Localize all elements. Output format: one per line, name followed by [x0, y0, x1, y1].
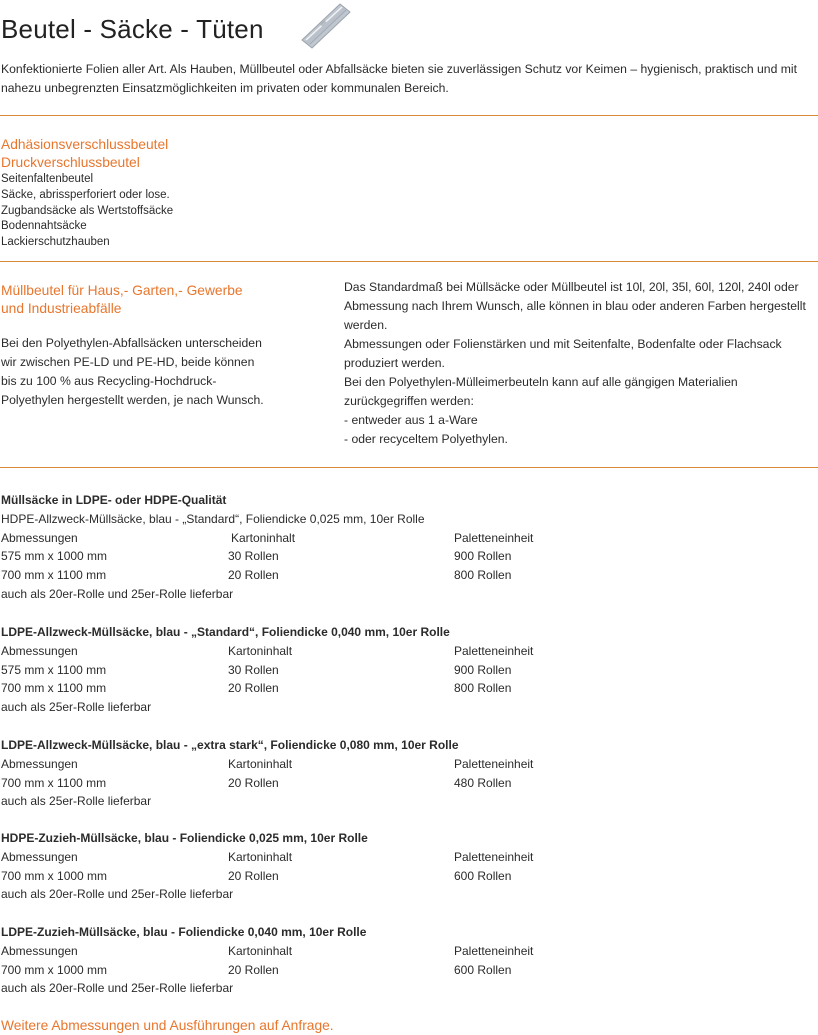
table-header	[1, 942, 811, 961]
paragraph: - oder recyceltem Polyethylen.	[344, 432, 508, 446]
list-item: Lackierschutzhauben	[1, 236, 110, 249]
cell: 600 Rollen	[454, 962, 512, 977]
footer-note: Weitere Abmessungen und Ausführungen auf Anfrage.	[1, 1018, 334, 1033]
column-header: Abmessungen	[1, 849, 78, 864]
cell: 700 mm x 1100 mm	[1, 568, 107, 583]
table-header	[1, 848, 811, 867]
column-header: Paletteneinheit	[454, 530, 534, 545]
product-note: auch als 25er-Rolle lieferbar	[1, 700, 152, 715]
spec-block	[1, 623, 811, 717]
column-header: Kartoninhalt	[228, 756, 293, 771]
column-header: Abmessungen	[1, 943, 78, 958]
list-item: Druckverschlussbeutel	[1, 155, 140, 170]
product-note: auch als 20er-Rolle und 25er-Rolle lieferbar	[1, 887, 234, 902]
column-header: Paletteneinheit	[454, 756, 534, 771]
cell: 800 Rollen	[454, 568, 512, 583]
column-header: Abmessungen	[1, 756, 78, 771]
muellbeutel-right	[344, 278, 809, 449]
column-header: Kartoninhalt	[228, 943, 293, 958]
section-text: Bei den Polyethylen-Abfallsäcken unterscheiden wir zwischen PE-LD und PE-HD, beide können bis zu 100 % aus Recycling-Hochdruck-Polyethylen hergestellt werden, je nach Wunsch.	[1, 336, 264, 407]
product-note: auch als 20er-Rolle und 25er-Rolle lieferbar	[1, 586, 234, 601]
divider	[0, 467, 818, 468]
list-item: Bodennahtsäcke	[1, 220, 87, 233]
product-note: auch als 20er-Rolle und 25er-Rolle lieferbar	[1, 981, 234, 996]
paragraph: Bei den Polyethylen-Mülleimerbeuteln kann auf alle gängigen Materialien zurückgegriffen werden:	[344, 375, 738, 408]
product-title: HDPE-Allzweck-Müllsäcke, blau - „Standard“, Foliendicke 0,025 mm, 10er Rolle	[1, 511, 425, 526]
column-header: Abmessungen	[1, 530, 78, 545]
cell: 30 Rollen	[228, 549, 279, 564]
cell: 700 mm x 1000 mm	[1, 868, 108, 883]
cell: 700 mm x 1100 mm	[1, 775, 107, 790]
paragraph: Das Standardmaß bei Müllsäcke oder Müllbeutel ist 10l, 20l, 35l, 60l, 120l, 240l oder Abmessung nach Ihrem Wunsch, alle können in blau oder anderen Farben hergestellt werden.	[344, 280, 806, 332]
column-header: Paletteneinheit	[454, 943, 534, 958]
table-row	[1, 867, 811, 886]
table-row	[1, 566, 811, 585]
bag-roll-icon	[296, 0, 356, 50]
cell: 900 Rollen	[454, 662, 512, 677]
table-row	[1, 679, 811, 698]
paragraph: - entweder aus 1 a-Ware	[344, 413, 478, 427]
cell: 20 Rollen	[228, 568, 279, 583]
cell: 600 Rollen	[454, 868, 512, 883]
table-header	[1, 755, 811, 774]
table-row	[1, 961, 811, 980]
cell: 700 mm x 1000 mm	[1, 962, 108, 977]
cell: 800 Rollen	[454, 681, 512, 696]
cell: 20 Rollen	[228, 775, 279, 790]
cell: 20 Rollen	[228, 868, 279, 883]
column-header: Paletteneinheit	[454, 643, 534, 658]
product-title: LDPE-Zuzieh-Müllsäcke, blau - Foliendicke 0,040 mm, 10er Rolle	[1, 925, 367, 939]
list-item: Zugbandsäcke als Wertstoffsäcke	[1, 204, 174, 217]
list-item: Säcke, abrissperforiert oder lose.	[1, 188, 170, 201]
divider	[0, 261, 818, 262]
cell: 20 Rollen	[228, 962, 279, 977]
column-header: Abmessungen	[1, 643, 78, 658]
spec-section-title: Müllsäcke in LDPE- oder HDPE-Qualität	[1, 493, 227, 507]
title-row	[1, 14, 264, 54]
cell: 575 mm x 1100 mm	[1, 662, 107, 677]
column-header: Kartoninhalt	[228, 643, 293, 658]
cell: 575 mm x 1000 mm	[1, 549, 108, 564]
product-title: LDPE-Allzweck-Müllsäcke, blau - „Standard“, Foliendicke 0,040 mm, 10er Rolle	[1, 625, 450, 639]
divider	[0, 115, 818, 116]
cell: 700 mm x 1100 mm	[1, 681, 107, 696]
spec-block	[1, 491, 811, 604]
table-header	[1, 642, 811, 661]
product-title: HDPE-Zuzieh-Müllsäcke, blau - Foliendicke 0,025 mm, 10er Rolle	[1, 831, 368, 845]
paragraph: Abmessungen oder Folienstärken und mit Seitenfalte, Bodenfalte oder Flachsack produziert werden.	[344, 337, 782, 370]
intro-text: Konfektionierte Folien aller Art. Als Hauben, Müllbeutel oder Abfallsäcke bieten sie zuverlässigen Schutz vor Keimen – hygienisch, praktisch und mit nahezu unbegrenzten Einsatzmöglichkeiten im privaten oder kommunalen Bereich.	[1, 62, 797, 95]
column-header: Paletteneinheit	[454, 849, 534, 864]
table-header	[1, 529, 811, 548]
muellbeutel-left	[1, 282, 331, 410]
section-heading: Müllbeutel für Haus,- Garten,- Gewerbe und Industrieabfälle	[1, 283, 243, 316]
cell: 480 Rollen	[454, 775, 512, 790]
cell: 20 Rollen	[228, 681, 279, 696]
cell: 900 Rollen	[454, 549, 512, 564]
product-note: auch als 25er-Rolle lieferbar	[1, 794, 152, 809]
spec-block	[1, 923, 811, 998]
table-row	[1, 547, 811, 566]
column-header: Kartoninhalt	[228, 849, 293, 864]
table-row	[1, 661, 811, 680]
product-title: LDPE-Allzweck-Müllsäcke, blau - „extra stark“, Foliendicke 0,080 mm, 10er Rolle	[1, 738, 459, 752]
product-list	[1, 136, 401, 251]
column-header: Kartoninhalt	[231, 530, 296, 545]
list-item: Adhäsionsverschlussbeutel	[1, 137, 169, 152]
list-item: Seitenfaltenbeutel	[1, 173, 94, 185]
table-row	[1, 774, 811, 793]
page-title: Beutel - Säcke - Tüten	[1, 14, 264, 44]
cell: 30 Rollen	[228, 662, 279, 677]
spec-block	[1, 736, 811, 811]
spec-block	[1, 829, 811, 904]
